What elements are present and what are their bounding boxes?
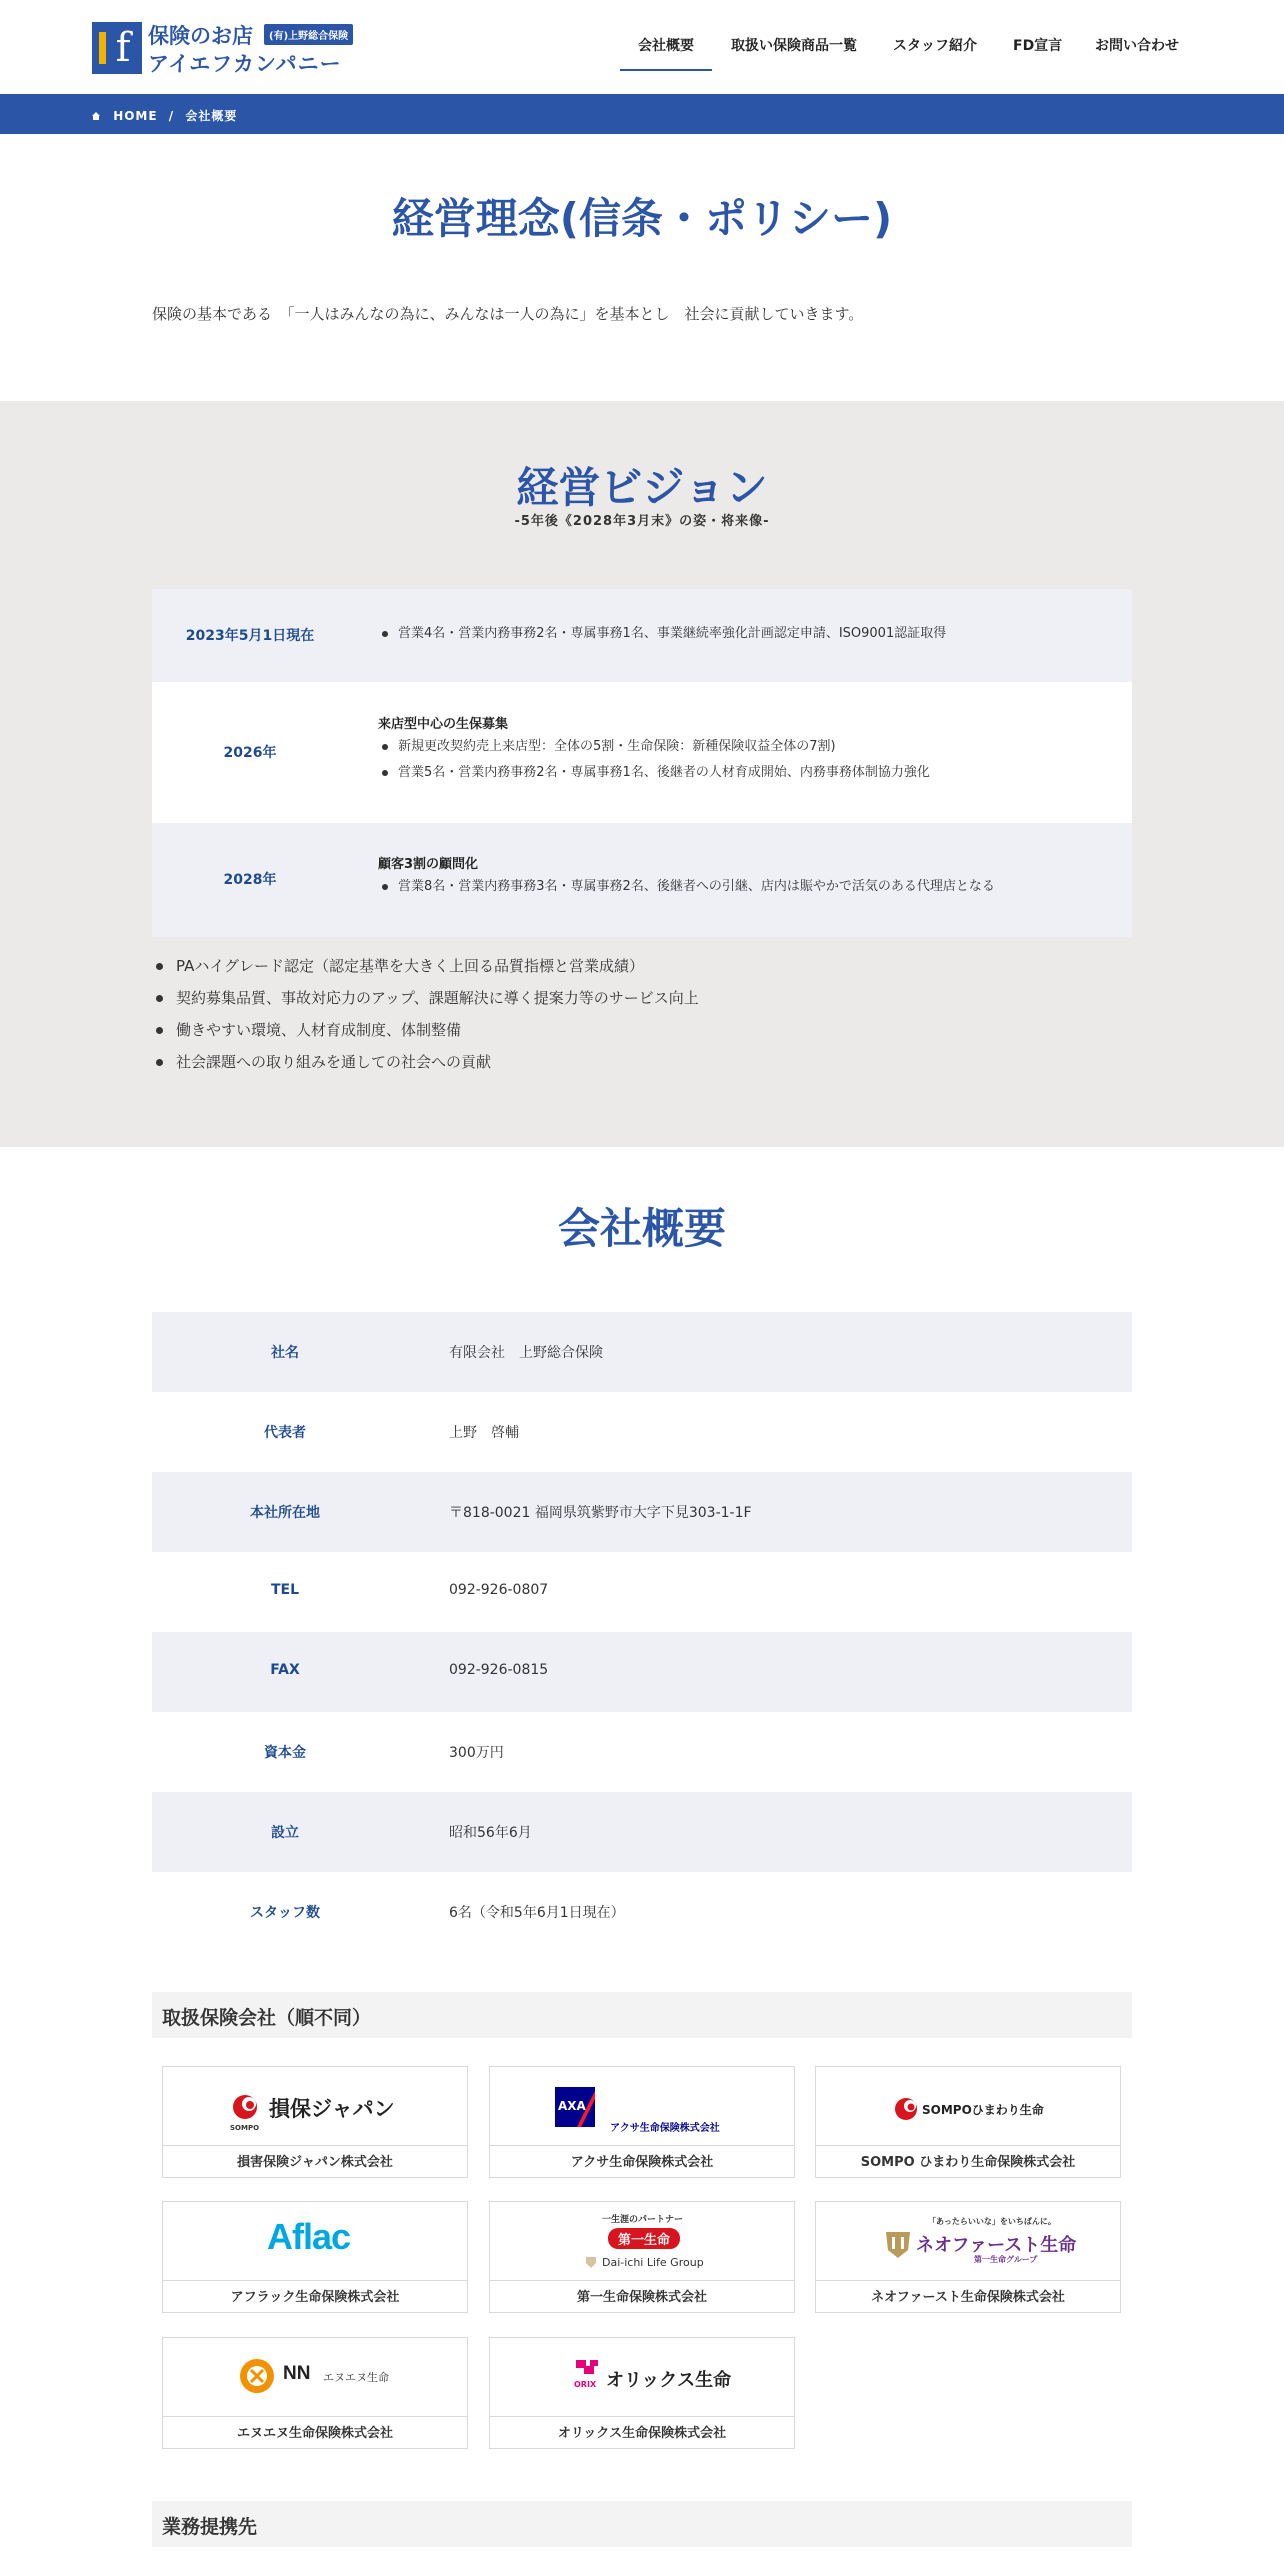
- table-row: [152, 1392, 1132, 1472]
- logo-wordmark: オリックス生命: [606, 2370, 732, 2391]
- vision-goal: PAハイグレード認定（認定基準を大きく上回る品質指標と営業成績）: [152, 955, 699, 987]
- table-key: スタッフ数: [250, 1905, 320, 1921]
- logo-wordmark: SOMPOひまわり生命: [922, 2103, 1044, 2117]
- table-key: FAX: [270, 1662, 300, 1678]
- table-row: [152, 1792, 1132, 1872]
- orix-icon: [574, 2358, 600, 2380]
- insurer-name: ネオファースト生命保険株式会社: [871, 2290, 1065, 2305]
- insurer-logo: ORIX オリックス生命: [490, 2338, 794, 2417]
- insurer-logo: [816, 2067, 1120, 2146]
- table-row: [152, 1552, 1132, 1632]
- insurer-logo: 一生涯のパートナー 第一生命 Dai-ichi Life Group: [490, 2202, 794, 2281]
- table-value: 有限会社 上野総合保険: [449, 1345, 603, 1361]
- logo-wordmark: 第一生命: [608, 2228, 680, 2249]
- vision-row-date: 2026年: [223, 745, 277, 761]
- company-title: 会社概要: [557, 1204, 726, 1253]
- vision-row: [152, 589, 1132, 682]
- table-value: 092-926-0807: [449, 1582, 549, 1598]
- table-value: 092-926-0815: [449, 1662, 549, 1678]
- insurer-card[interactable]: [489, 2201, 795, 2313]
- sompo-icon: [230, 2093, 264, 2127]
- insurer-name: エヌエヌ生命保険株式会社: [236, 2426, 393, 2441]
- nav-company[interactable]: 会社概要: [638, 35, 694, 69]
- nav-products[interactable]: 取扱い保険商品一覧: [731, 38, 857, 54]
- insurer-logo: 「あったらいいな」をいちばんに。 ネオファースト生命 第一生命グループ: [816, 2202, 1120, 2281]
- vision-goal: 契約募集品質、事故対応力のアップ、課題解決に導く提案力等のサービス向上: [152, 987, 699, 1019]
- site-header: [0, 0, 1284, 94]
- aflac-logo: Aflac: [267, 2216, 351, 2257]
- insurer-card[interactable]: [815, 2201, 1121, 2313]
- insurer-name: SOMPO ひまわり生命保険株式会社: [860, 2155, 1076, 2170]
- table-value: 6名（令和5年6月1日現在）: [449, 1905, 625, 1921]
- logo-title: 保険のお店: [148, 24, 253, 48]
- vision-row: [152, 682, 1132, 823]
- table-row: [152, 1872, 1132, 1952]
- insurer-card[interactable]: [489, 2337, 795, 2449]
- nn-lion-icon: [239, 2358, 275, 2394]
- insurer-name: オリックス生命保険株式会社: [557, 2426, 727, 2441]
- vision-goal: 社会課題への取り組みを通しての社会への貢献: [152, 1051, 699, 1083]
- breadcrumb-home-link[interactable]: HOME: [113, 109, 158, 123]
- logo-wordmark: 損保ジャパン: [269, 2097, 395, 2121]
- table-value: 上野 啓輔: [449, 1425, 519, 1441]
- table-key: 本社所在地: [250, 1505, 320, 1521]
- insurer-name: 第一生命保険株式会社: [576, 2290, 707, 2305]
- breadcrumb-current: 会社概要: [185, 109, 238, 123]
- vision-subtitle: -5年後《2028年3月末》の姿・将来像-: [514, 514, 770, 529]
- partners-heading: 業務提携先: [152, 2501, 1132, 2547]
- insurer-card[interactable]: [162, 2201, 468, 2313]
- logo-badge: (有)上野総合保険: [264, 24, 353, 45]
- himawari-icon: [894, 2096, 920, 2122]
- logo-mark: f: [92, 22, 142, 74]
- vision-row-date: 2023年5月1日現在: [185, 628, 315, 644]
- table-key: TEL: [270, 1582, 300, 1598]
- insurer-name: 損害保険ジャパン株式会社: [237, 2155, 393, 2170]
- vision-row-item: 新規更改契約売上来店型：全体の5割・生命保険：新種保険収益全体の7割): [378, 738, 1118, 755]
- philosophy-text: 保険の基本である 「一人はみんなの為に、みんなは一人の為に」を基本とし 社会に貢献していきます。: [152, 305, 864, 323]
- insurer-name: アクサ生命保険株式会社: [570, 2155, 714, 2170]
- vision-goals: [152, 955, 699, 1083]
- vision-row-heading: 来店型中心の生保募集: [378, 717, 509, 732]
- insurers-heading: 取扱保険会社（順不同）: [152, 1992, 1132, 2038]
- insurer-logo: AXA アクサ生命保険株式会社: [490, 2067, 794, 2146]
- vision-row: [152, 823, 1132, 937]
- table-value: 300万円: [449, 1745, 504, 1761]
- vision-row-heading: 顧客3割の顧問化: [378, 857, 479, 872]
- site-logo[interactable]: [92, 22, 362, 76]
- vision-row-item: 営業4名・営業内務事務2名・専属事務1名、事業継続率強化計画認定申請、ISO9001認証取得: [378, 625, 1118, 642]
- insurer-card[interactable]: [815, 2066, 1121, 2178]
- insurer-card[interactable]: [162, 2337, 468, 2449]
- insurer-card[interactable]: [162, 2066, 468, 2178]
- insurer-logo: [163, 2202, 467, 2281]
- vision-title: 経営ビジョン: [516, 463, 768, 512]
- nav-fd[interactable]: FD宣言: [1013, 38, 1063, 54]
- insurer-name: アフラック生命保険株式会社: [230, 2290, 400, 2305]
- daiichi-icon: [584, 2255, 598, 2269]
- table-key: 資本金: [264, 1745, 306, 1761]
- insurer-card[interactable]: [489, 2066, 795, 2178]
- logo-wordmark: NN: [283, 2363, 311, 2384]
- breadcrumb: [0, 94, 1284, 134]
- table-value: 昭和56年6月: [449, 1825, 532, 1841]
- home-icon: [92, 112, 100, 120]
- philosophy-title: 経営理念(信条・ポリシー): [391, 194, 893, 243]
- table-key: 代表者: [264, 1425, 306, 1441]
- logo-wordmark: ネオファースト生命: [916, 2235, 1077, 2256]
- vision-row-item: 営業8名・営業内務事務3名・専属事務2名、後継者への引継、店内は賑やかで活気のある代理店となる: [378, 878, 1118, 895]
- table-value: 〒818-0021 福岡県筑紫野市大字下見303-1-1F: [449, 1505, 752, 1521]
- neofirst-icon: [884, 2230, 912, 2260]
- vision-goal: 働きやすい環境、人材育成制度、体制整備: [152, 1019, 699, 1051]
- nav-staff[interactable]: スタッフ紹介: [893, 38, 977, 54]
- table-row: [152, 1712, 1132, 1792]
- insurer-logo: SOMPO 損保ジャパン: [163, 2067, 467, 2146]
- table-key: 設立: [271, 1825, 299, 1841]
- logo-bar: [99, 32, 106, 64]
- table-key: 社名: [271, 1345, 299, 1361]
- vision-row-date: 2028年: [223, 872, 277, 888]
- table-row: [152, 1472, 1132, 1552]
- insurer-logo: NN エヌエヌ生命: [163, 2338, 467, 2417]
- vision-row-item: 営業5名・営業内務事務2名・専属事務1名、後継者の人材育成開始、内務事務体制協力強化: [378, 764, 1118, 781]
- table-row: [152, 1312, 1132, 1392]
- table-row: [152, 1632, 1132, 1712]
- nav-contact[interactable]: お問い合わせ: [1095, 38, 1179, 54]
- logo-subtitle: アイエフカンパニー: [148, 52, 342, 76]
- breadcrumb-separator: /: [168, 109, 175, 123]
